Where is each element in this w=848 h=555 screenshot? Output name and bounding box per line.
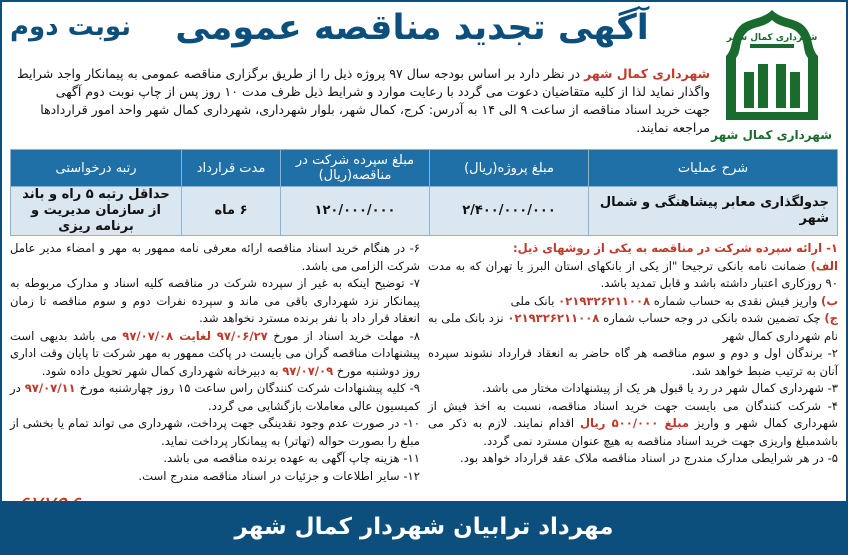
td-project-amount: ۲/۴۰۰/۰۰۰/۰۰۰ [430, 187, 589, 236]
th-project-amount: مبلغ پروژه(ریال) [430, 150, 589, 187]
condition-11: ۱۱- هزینه چاپ آگهی به عهده برنده مناقصه می باشد. [163, 451, 420, 465]
intro-line-3: جهت خرید اسناد مناقصه از ساعت ۹ الی ۱۴ به آدرس: کرج، کمال شهر، بلوار شهرداری، شهرداری کمال شهر واحد امور قراردادها [40, 102, 710, 117]
footer-signature: مهرداد ترابیان شهردار کمال شهر [2, 501, 846, 553]
th-deposit: مبلغ سپرده شرکت در مناقصه(ریال) [281, 150, 430, 187]
th-duration: مدت قرارداد [182, 150, 281, 187]
td-description: جدولگذاری معابر پیشاهنگی و شمال شهر [589, 187, 838, 236]
condition-1a: الف) ضمانت نامه بانکی ترجیحا "از یکی از بانکهای استان البرز یا تهران که به مدت ۹۰ روزکاری اعتبار داشته باشد و قابل تمدید باشد. [428, 258, 838, 290]
condition-3: ۳- شهرداری کمال شهر در رد یا قبول هر یک از پیشنهادات مختار می باشد. [481, 381, 838, 395]
condition-9: ۹- کلیه پیشنهادات شرکت کنندگان راس ساعت ۱۵ روز چهارشنبه مورخ ۹۷/۰۷/۱۱ در کمیسیون عالی معاملات بازگشایی می گردد. [10, 381, 421, 413]
condition-12: ۱۲- سایر اطلاعات و جزئیات در اسناد مناقصه مندرج است. [138, 468, 420, 483]
condition-1b: ب) واریز فیش نقدی به حساب شماره ۰۲۱۹۳۲۶۲۱۱۰۰۸ بانک ملی [510, 293, 838, 308]
logo-caption: شهرداری کمال شهر [711, 128, 832, 142]
purchase-dates: ۹۷/۰۶/۲۷ لغایت ۹۷/۰۷/۰۸ [122, 328, 268, 343]
condition-6: ۶- در هنگام خرید اسناد مناقصه ارائه معرفی نامه ممهور به مهر و امضاء مدیر عامل شرکت الزامی می باشد. [10, 241, 420, 273]
publication-round: نوبت دوم [10, 12, 131, 42]
td-duration: ۶ ماه [182, 187, 281, 236]
account-number-1: ۰۲۱۹۳۲۶۲۱۱۰۰۸ [558, 293, 651, 308]
table-row [11, 187, 838, 236]
emblem-text: شهرداری کمال شهر [726, 33, 818, 43]
document-fee: مبلغ ۵۰۰/۰۰۰ ریال [579, 416, 690, 430]
condition-8: ۸- مهلت خرید اسناد از مورخ ۹۷/۰۶/۲۷ لغایت ۹۷/۰۷/۰۸ می باشد بدیهی است پیشنهادات مناقصه گران می بایست در پاکت ممهور به مهر شرکت تا پایان وقت اداری روز دوشنبه مورخ ۹۷/۰۷/۰۹ به دبیرخانه شهرداری کمال شهر تحویل داده شود. [10, 328, 420, 378]
condition-1c: ج) چک تضمین شده بانکی در وجه حساب شماره ۰۲۱۹۳۲۶۲۱۱۰۰۸ نزد بانک ملی به نام شهرداری کمال شهر [428, 311, 838, 343]
condition-1: ۱- ارائه سپرده شرکت در مناقصه به یکی از روشهای ذیل: [512, 241, 838, 255]
intro-line-2: واگذار نماید لذا از کلیه متقاضیان دعوت می گردد با رعایت موارد و شرایط ذیل ظرف مدت ۱۰ روز پس از چاپ نوبت دوم آگهی [55, 84, 710, 99]
conditions-left-column [10, 240, 420, 485]
tender-table [10, 149, 838, 236]
th-description: شرح عملیات [589, 150, 838, 187]
intro-line-1: در نظر دارد بر اساس بودجه سال ۹۷ پروژه ذیل را از طریق برگزاری مناقصه عمومی به پیمانکار واجد شرایط [17, 66, 585, 81]
condition-10: ۱۰- در صورت عدم وجود نقدینگی جهت پرداخت، شهرداری می تواند تمام یا بخشی از مبلغ را بصورت حواله (تهاتر) به پیمانکار پرداخت نماید. [10, 416, 420, 448]
intro-paragraph [10, 65, 838, 137]
intro-municipality: شهرداری کمال شهر [584, 66, 710, 81]
notice-title: آگهی تجدید مناقصه عمومی [175, 8, 649, 48]
conditions-right-column [428, 240, 838, 468]
submission-date: ۹۷/۰۷/۰۹ [282, 363, 334, 378]
td-deposit: ۱۲۰/۰۰۰/۰۰۰ [281, 187, 430, 236]
table-header-row [11, 150, 838, 187]
condition-4: ۴- شرکت کنندگان می بایست جهت خرید اسناد مناقصه، نسبت به اخذ فیش از شهرداری کمال شهر و واریز مبلغ ۵۰۰/۰۰۰ ریال اقدام نمایند. لازم به ذکر می باشدمبلغ واریزی جهت خرید اسناد مناقصه به هیچ عنوان مسترد نمی گردد. [428, 398, 838, 448]
th-grade: رتبه درخواستی [11, 150, 182, 187]
condition-7: ۷- توضیح اینکه به غیر از سپرده شرکت در مناقصه کلیه اسناد و مدارک مربوطه به پیمانکار نزد شهرداری باقی می ماند و سپرده نفرات دوم و سوم مناقصه تا زمان انعقاد قرار داد با نفر برنده مسترد نخواهد شد. [10, 276, 420, 325]
account-number-2: ۰۲۱۹۳۲۶۲۱۱۰۰۸ [507, 311, 600, 325]
intro-line-4: مراجعه نمایند. [636, 120, 710, 135]
condition-5: ۵- در هر شرایطی مدارک مندرج در اسناد مناقصه ملاک عقد قرارداد خواهد بود. [460, 451, 838, 465]
opening-date: ۹۷/۰۷/۱۱ [24, 381, 76, 395]
condition-2: ۲- برندگان اول و دوم و سوم مناقصه هر گاه حاضر به انعقاد قرارداد نشوند سپرده آنان به ترتیب ضبط خواهد شد. [428, 346, 838, 378]
td-grade: حداقل رتبه ۵ راه و باند از سازمان مدیریت و برنامه ریزی [11, 187, 182, 236]
